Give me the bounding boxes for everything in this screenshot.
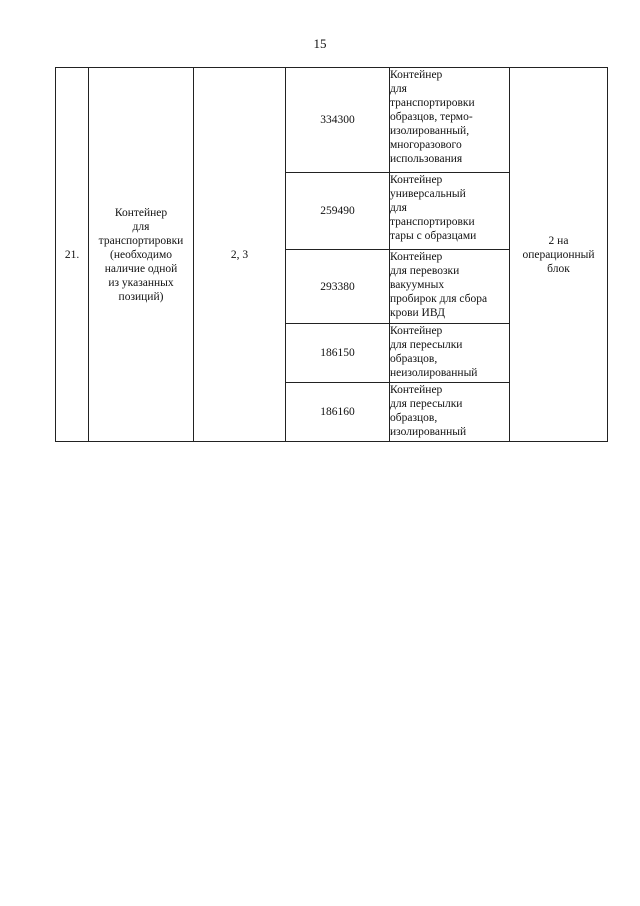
description-line: тары с образцами bbox=[390, 230, 477, 242]
description-line: образцов, bbox=[390, 353, 438, 365]
row-number: 21. bbox=[64, 248, 80, 261]
description-line: для bbox=[390, 83, 407, 95]
description-cell bbox=[390, 383, 510, 442]
item-code: 334300 bbox=[320, 114, 355, 126]
code-cell bbox=[286, 173, 390, 250]
row-number-cell bbox=[56, 68, 89, 442]
requirement-cell bbox=[194, 68, 286, 442]
description-line: пробирок для сбора bbox=[390, 293, 488, 305]
description-line: транспортировки bbox=[390, 97, 475, 109]
description-line: крови ИВД bbox=[390, 307, 445, 319]
description-line: образцов, термо- bbox=[390, 111, 473, 123]
item-code: 293380 bbox=[320, 280, 355, 293]
description-cell bbox=[390, 250, 510, 324]
description-line: Контейнер bbox=[390, 69, 443, 81]
description-line: универсальный bbox=[390, 188, 466, 200]
description-line: многоразового bbox=[390, 139, 462, 151]
quantity-cell bbox=[510, 68, 608, 442]
item-name-line: (необходимо bbox=[109, 248, 172, 261]
equipment-table bbox=[55, 67, 608, 442]
description-line: для bbox=[390, 202, 407, 214]
code-cell bbox=[286, 68, 390, 173]
item-code: 186150 bbox=[320, 347, 355, 359]
quantity-line: блок bbox=[547, 262, 570, 275]
quantity-line: операционный bbox=[522, 248, 595, 261]
requirement-value: 2, 3 bbox=[230, 248, 249, 261]
code-cell bbox=[286, 250, 390, 324]
item-code: 186160 bbox=[320, 406, 355, 418]
description-line: транспортировки bbox=[390, 216, 475, 228]
item-name-line: для bbox=[132, 220, 150, 233]
description-line: вакуумных bbox=[390, 279, 445, 291]
code-cell bbox=[286, 383, 390, 442]
description-line: Контейнер bbox=[390, 325, 443, 337]
description-line: Контейнер bbox=[390, 384, 443, 396]
quantity-line: 2 на bbox=[548, 234, 569, 247]
item-name-line: из указанных bbox=[108, 276, 174, 289]
description-line: изолированный bbox=[390, 426, 467, 438]
description-cell bbox=[390, 68, 510, 173]
table-row bbox=[56, 68, 608, 173]
description-line: неизолированный bbox=[390, 367, 478, 379]
item-code: 259490 bbox=[320, 205, 355, 217]
description-cell bbox=[390, 324, 510, 383]
description-line: Контейнер bbox=[390, 251, 443, 263]
description-line: использования bbox=[390, 153, 463, 165]
description-line: для пересылки bbox=[390, 398, 463, 410]
item-name-line: Контейнер bbox=[114, 206, 168, 219]
description-cell bbox=[390, 173, 510, 250]
description-line: для пересылки bbox=[390, 339, 463, 351]
item-name-line: транспортировки bbox=[98, 234, 184, 247]
item-name-line: наличие одной bbox=[104, 262, 178, 275]
description-line: изолированный, bbox=[390, 125, 470, 137]
page-number: 15 bbox=[313, 36, 327, 51]
description-line: Контейнер bbox=[390, 174, 443, 186]
item-name-cell bbox=[89, 68, 194, 442]
code-cell bbox=[286, 324, 390, 383]
item-name-line: позиций) bbox=[118, 290, 164, 303]
description-line: для перевозки bbox=[390, 265, 460, 277]
description-line: образцов, bbox=[390, 412, 438, 424]
